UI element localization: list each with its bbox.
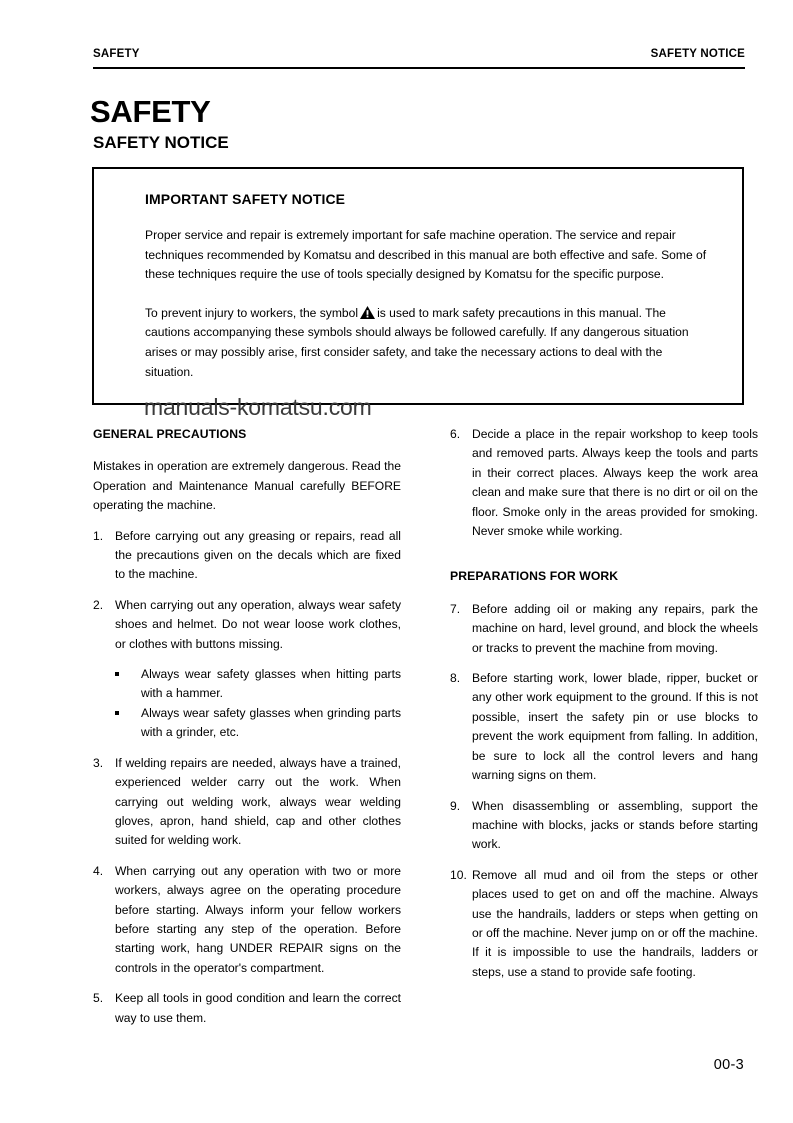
notice-paragraph-2	[145, 304, 708, 382]
list-item-text: When disassembling or assembling, support the machine with blocks, jacks or stands before starting work.	[472, 798, 758, 852]
square-bullet-icon	[115, 665, 141, 704]
section-heading-general-precautions: GENERAL PRECAUTIONS	[93, 427, 247, 441]
right-column	[450, 425, 758, 993]
list-item	[450, 669, 758, 785]
list-item	[450, 797, 758, 855]
list-item-text: Before adding oil or making any repairs, park the machine on hard, level ground, and block the wheels or tracks to prevent the machine from moving.	[472, 601, 758, 655]
list-item-text: Decide a place in the repair workshop to keep tools and removed parts. Always keep the tools and parts in their correct places. Always keep the work area clean and make sure that there is no dirt or oil on the floor. Smoke only in the areas provided for smoking. Never smoke while working.	[472, 427, 758, 539]
section-heading-preparations-for-work: PREPARATIONS FOR WORK	[450, 569, 619, 584]
list-item-number: 8.	[450, 671, 461, 686]
list-item	[93, 527, 401, 585]
list-item-number: 2.	[93, 597, 104, 612]
list-item	[450, 600, 758, 658]
general-precautions-intro: Mistakes in operation are extremely dangerous. Read the Operation and Maintenance Manual carefully BEFORE operating the machine.	[93, 459, 401, 513]
running-header	[93, 48, 745, 60]
warning-triangle-icon	[360, 306, 375, 319]
watermark-text: manuals-komatsu.com	[144, 394, 372, 420]
square-bullet-icon	[115, 704, 141, 743]
list-item-number: 10.	[450, 867, 467, 882]
list-item-number: 3.	[93, 755, 104, 770]
list-item-text: Before carrying out any greasing or repairs, read all the precautions given on the decals which are fixed to the machine.	[115, 528, 401, 582]
page-subtitle: SAFETY NOTICE	[93, 133, 229, 152]
page-title: SAFETY	[90, 94, 211, 129]
list-item-number: 5.	[93, 991, 104, 1006]
important-safety-notice-box	[92, 167, 744, 405]
list-item	[450, 866, 758, 982]
left-column	[93, 425, 401, 1039]
header-right-text: SAFETY NOTICE	[650, 48, 745, 60]
list-item-text: When carrying out any operation with two or more workers, always agree on the operating procedure before starting. Always inform your fellow workers before starting any step of the operation. Before starting work, hang UNDER REPAIR signs on the controls in the operator's compartment.	[115, 863, 401, 975]
list-item-text: If welding repairs are needed, always have a trained, experienced welder carry out the work. When carrying out welding work, always wear welding gloves, apron, hand shield, cap and other clothes suited for welding work.	[115, 755, 401, 848]
list-item	[93, 862, 401, 978]
list-item-text: Before starting work, lower blade, ripper, bucket or any other work equipment to the ground. If this is not possible, insert the safety pin or use blocks to prevent the work equipment from falling. In addition, be sure to lock all the control levers and hang warning signs on them.	[472, 671, 758, 783]
list-item-text: When carrying out any operation, always wear safety shoes and helmet. Do not wear loose work clothes, or clothes with buttons missing.	[115, 597, 401, 651]
list-item	[115, 665, 401, 704]
list-item	[93, 754, 401, 851]
header-left-text: SAFETY	[93, 48, 140, 60]
page-number: 00-3	[713, 1057, 744, 1073]
list-item	[115, 704, 401, 743]
notice-paragraph-2-part-2: is used to mark safety precautions in this manual. The cautions accompanying these symbols should always be followed carefully. If any dangerous situation arises or may possibly arise, first consider safety, and take the necessary actions to deal with the situation.	[145, 305, 689, 379]
list-item	[450, 425, 758, 541]
notice-title: IMPORTANT SAFETY NOTICE	[145, 191, 346, 207]
list-item-number: 4.	[93, 863, 104, 878]
list-item	[93, 596, 401, 654]
list-item-text: Remove all mud and oil from the steps or other places used to get on and off the machine. Always use the handrails, ladders or steps when getting on or off the machine. Never jump on or off the machine. If it is impossible to use the handrails, ladders or steps, use a stand to provide safe footing.	[472, 867, 758, 979]
list-item-number: 6.	[450, 427, 461, 441]
header-divider-rule	[93, 67, 745, 69]
list-item-text: Always wear safety glasses when hitting parts with a hammer.	[141, 667, 401, 701]
list-item-number: 1.	[93, 528, 104, 543]
list-item	[93, 989, 401, 1028]
notice-paragraph-2-part-1: To prevent injury to workers, the symbol	[145, 305, 359, 320]
list-item-text: Keep all tools in good condition and learn the correct way to use them.	[115, 991, 401, 1025]
list-item-number: 9.	[450, 798, 461, 813]
sub-bullet-list	[93, 665, 401, 743]
list-item-number: 7.	[450, 601, 461, 616]
notice-paragraph-1: Proper service and repair is extremely important for safe machine operation. The service and repair techniques recommended by Komatsu and described in this manual are both effective and safe. Some of these techniques require the use of tools specially designed by Komatsu for the specific purpose.	[145, 228, 707, 282]
list-item-text: Always wear safety glasses when grinding parts with a grinder, etc.	[141, 705, 401, 740]
